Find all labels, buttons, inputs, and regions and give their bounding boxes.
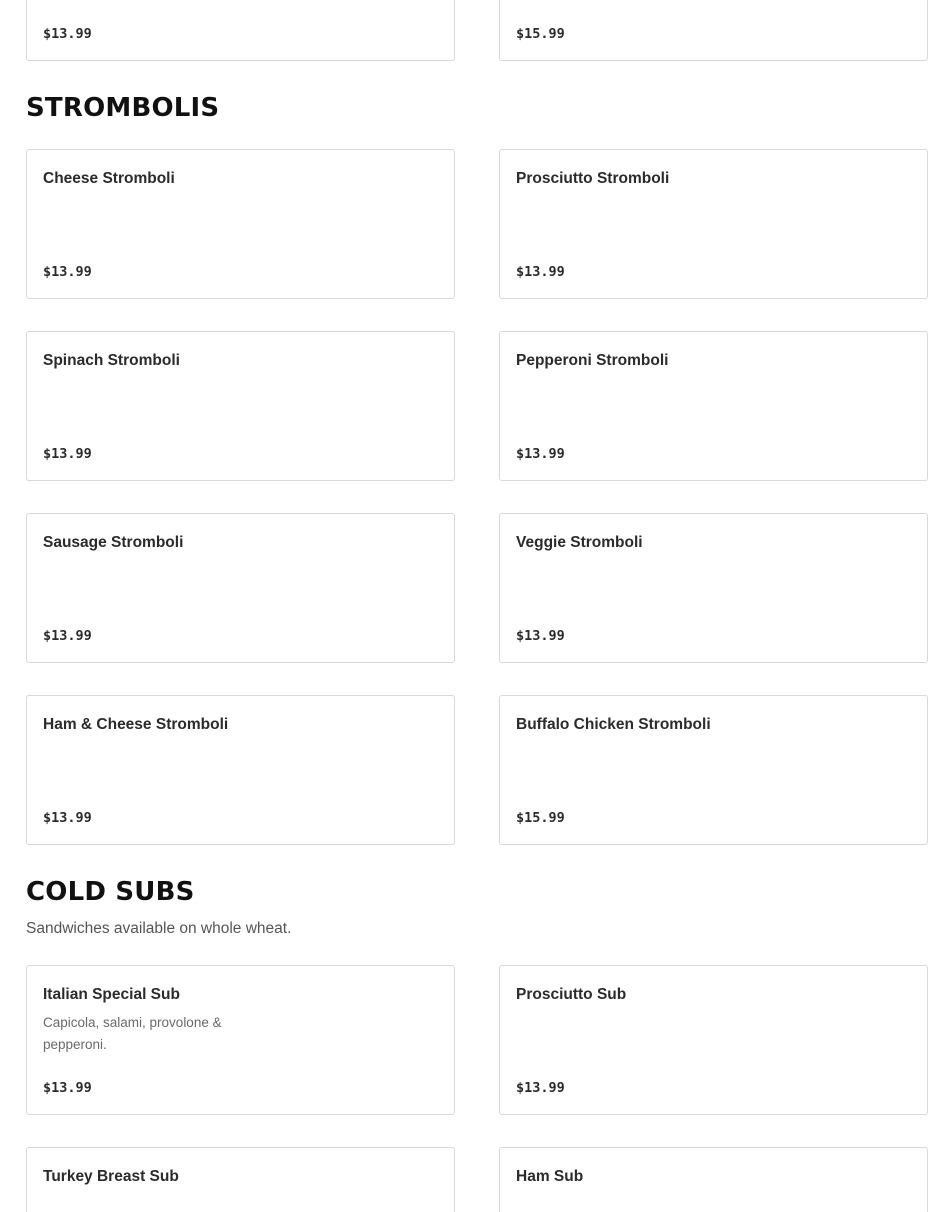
item-name: Ham & Cheese Stromboli <box>43 716 229 733</box>
item-name: Sausage Stromboli <box>43 534 184 551</box>
item-price: $13.99 <box>43 446 92 462</box>
item-price: $13.99 <box>43 628 92 644</box>
menu-item-card[interactable] <box>26 149 455 299</box>
menu-item-card[interactable] <box>499 149 928 299</box>
menu-item-card[interactable] <box>26 0 455 61</box>
menu-item-card[interactable] <box>26 965 455 1115</box>
item-price: $13.99 <box>43 264 92 280</box>
item-name: Prosciutto Stromboli <box>516 170 670 187</box>
menu-item-card[interactable] <box>26 331 455 481</box>
item-price: $13.99 <box>43 810 92 826</box>
menu-item-card[interactable] <box>26 1147 455 1212</box>
item-price: $13.99 <box>43 26 92 42</box>
menu-item-card[interactable] <box>499 695 928 845</box>
item-name: Italian Special Sub <box>43 986 180 1003</box>
menu-item-card[interactable] <box>499 0 928 61</box>
item-name: Pepperoni Stromboli <box>516 352 669 369</box>
menu-item-card[interactable] <box>499 331 928 481</box>
section-title-cold-subs: COLD SUBS <box>26 877 195 907</box>
item-price: $13.99 <box>43 1080 92 1096</box>
item-price: $13.99 <box>516 446 565 462</box>
item-name: Prosciutto Sub <box>516 986 627 1003</box>
item-name: Ham Sub <box>516 1168 584 1185</box>
menu-item-card[interactable] <box>26 695 455 845</box>
item-name: Buffalo Chicken Stromboli <box>516 716 711 733</box>
item-price: $13.99 <box>516 264 565 280</box>
item-name: Turkey Breast Sub <box>43 1168 179 1185</box>
section-note: Sandwiches available on whole wheat. <box>26 920 292 937</box>
menu-item-card[interactable] <box>499 513 928 663</box>
menu-item-card[interactable] <box>499 1147 928 1212</box>
item-price: $15.99 <box>516 810 565 826</box>
item-name: Cheese Stromboli <box>43 170 175 187</box>
item-name: Veggie Stromboli <box>516 534 643 551</box>
menu-item-card[interactable] <box>499 965 928 1115</box>
menu-item-card[interactable] <box>26 513 455 663</box>
item-price: $15.99 <box>516 26 565 42</box>
item-name: Spinach Stromboli <box>43 352 180 369</box>
item-description: Capicola, salami, provolone & pepperoni. <box>43 1015 222 1052</box>
section-title-strombolis: STROMBOLIS <box>26 93 220 123</box>
item-price: $13.99 <box>516 628 565 644</box>
item-price: $13.99 <box>516 1080 565 1096</box>
